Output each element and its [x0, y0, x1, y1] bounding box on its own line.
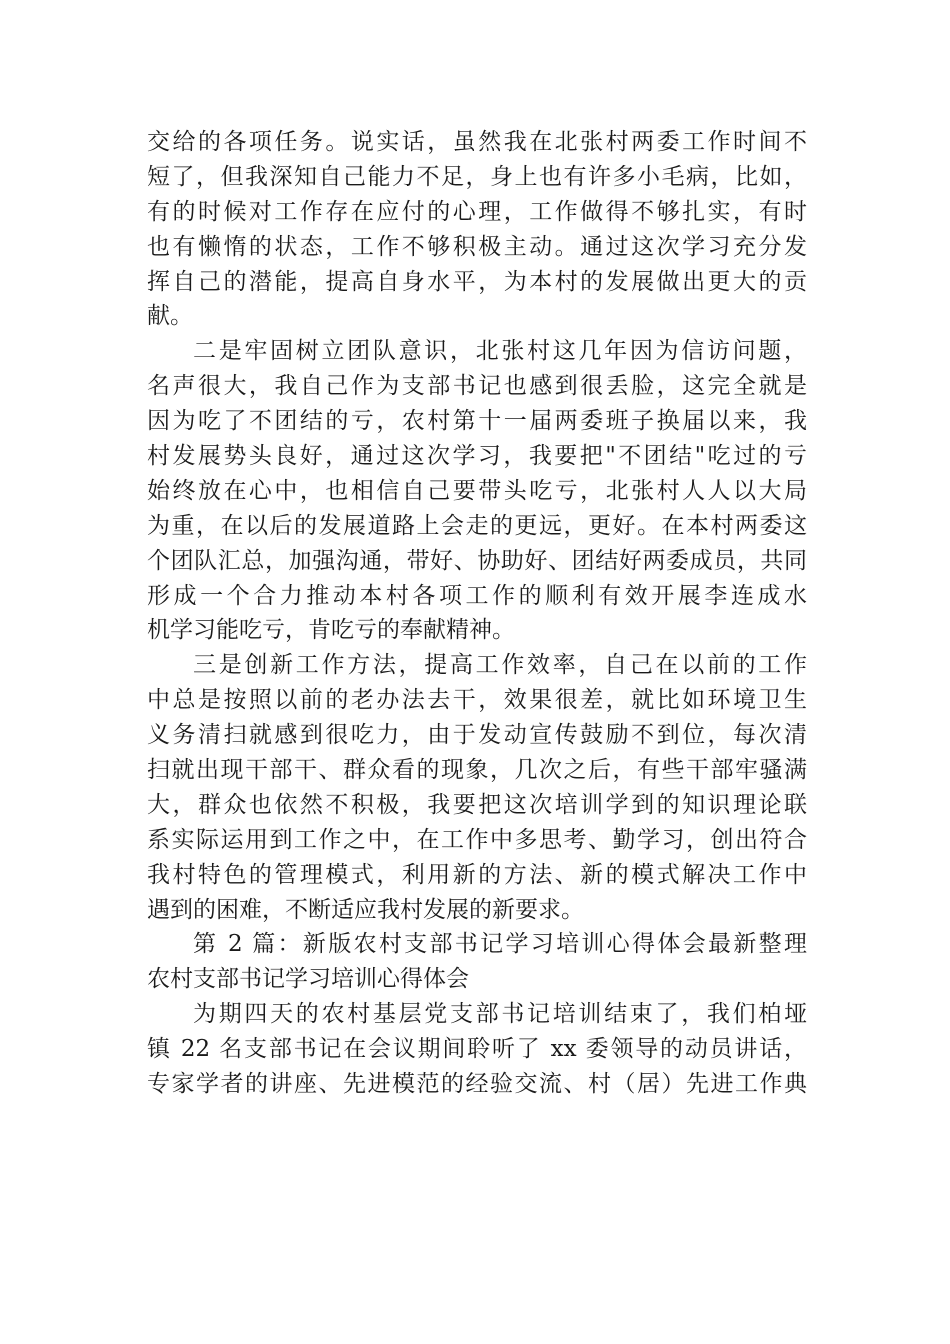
text-line: 机学习能吃亏，肯吃亏的奉献精神。	[147, 617, 515, 644]
text-line: 义务清扫就感到很吃力，由于发动宣传鼓励不到位，每次清	[147, 722, 807, 749]
text-line: 扫就出现干部干、群众看的现象，几次之后，有些干部牢骚满	[147, 757, 807, 784]
text-line: 大，群众也依然不积极，我要把这次培训学到的知识理论联	[147, 791, 807, 818]
paragraph-first-line: 第 2 篇：新版农村支部书记学习培训心得体会最新整理	[193, 931, 807, 958]
text-line: 专家学者的讲座、先进模范的经验交流、村（居）先进工作典	[147, 1071, 807, 1098]
text-line: 遇到的困难，不断适应我村发展的新要求。	[147, 896, 584, 923]
text-line: 个团队汇总，加强沟通，带好、协助好、团结好两委成员，共同	[147, 547, 807, 574]
text-line: 挥自己的潜能，提高自身水平，为本村的发展做出更大的贡	[147, 268, 807, 295]
text-line: 中总是按照以前的老办法去干，效果很差，就比如环境卫生	[147, 687, 807, 714]
document-body	[147, 125, 807, 1102]
text-line: 名声很大，我自己作为支部书记也感到很丢脸，这完全就是	[147, 373, 807, 400]
text-line: 为重，在以后的发展道路上会走的更远，更好。在本村两委这	[147, 512, 807, 539]
text-line: 也有懒惰的状态，工作不够积极主动。通过这次学习充分发	[147, 233, 807, 260]
text-line: 系实际运用到工作之中，在工作中多思考、勤学习，创出符合	[147, 826, 807, 853]
text-line: 农村支部书记学习培训心得体会	[147, 966, 469, 993]
paragraph-first-line: 为期四天的农村基层党支部书记培训结束了，我们柏垭	[193, 1001, 807, 1028]
text-line: 村发展势头良好，通过这次学习，我要把"不团结"吃过的亏	[147, 443, 807, 470]
text-line: 交给的各项任务。说实话，虽然我在北张村两委工作时间不	[147, 129, 807, 155]
text-line: 形成一个合力推动本村各项工作的顺利有效开展李连成水	[147, 582, 807, 609]
text-line: 始终放在心中，也相信自己要带头吃亏，北张村人人以大局	[147, 477, 807, 504]
text-line: 献。	[147, 303, 193, 330]
text-line: 镇 22 名支部书记在会议期间聆听了 xx 委领导的动员讲话，	[147, 1036, 807, 1063]
text-line: 短了，但我深知自己能力不足，身上也有许多小毛病，比如，	[147, 163, 807, 190]
text-line: 因为吃了不团结的亏，农村第十一届两委班子换届以来，我	[147, 408, 807, 435]
paragraph-first-line: 二是牢固树立团队意识，北张村这几年因为信访问题，	[193, 338, 807, 365]
paragraph-first-line: 三是创新工作方法，提高工作效率，自己在以前的工作	[193, 652, 807, 679]
text-line: 我村特色的管理模式，利用新的方法、新的模式解决工作中	[147, 861, 807, 888]
text-line: 有的时候对工作存在应付的心理，工作做得不够扎实，有时	[147, 198, 807, 225]
